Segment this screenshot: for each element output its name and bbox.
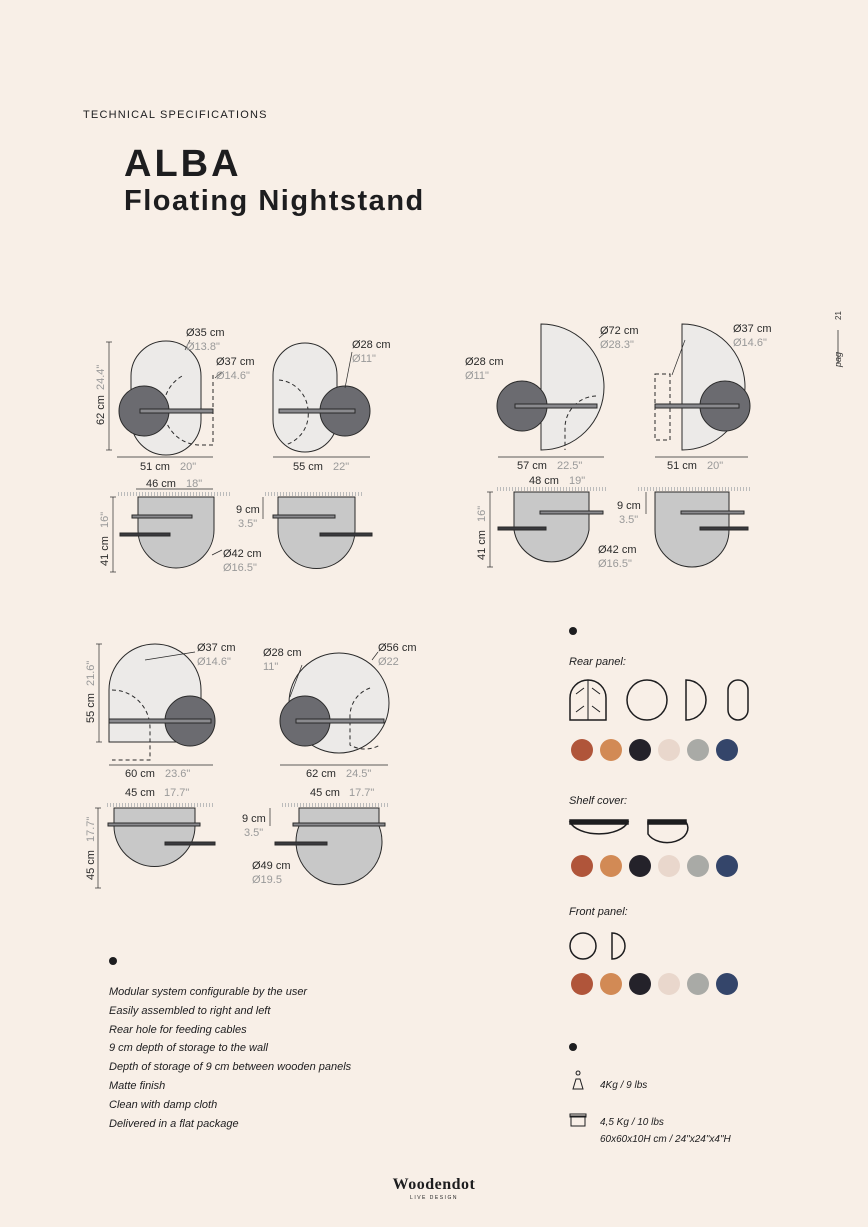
c1-h-in: 24.4" <box>95 364 107 390</box>
c1-shelf <box>140 409 213 413</box>
feature-item: Modular system configurable by the user <box>109 986 308 998</box>
shelf-half-icon <box>648 822 688 843</box>
c1-front-h: 41 cm <box>99 536 111 566</box>
color-swatch[interactable] <box>629 973 651 995</box>
c1-h: 62 cm <box>95 395 107 425</box>
feature-item: Clean with damp cloth <box>109 1098 218 1111</box>
shelf-cover-shapes <box>566 816 696 846</box>
c3-w2-in: 24.5" <box>346 768 372 780</box>
c1-d-top: Ø35 cm <box>186 327 225 339</box>
c3-d-large: Ø56 cm <box>378 642 417 654</box>
color-swatch[interactable] <box>600 855 622 877</box>
feature-item: 9 cm depth of storage to the wall <box>109 1042 268 1055</box>
c2-w2: 51 cm <box>667 460 697 472</box>
front-panel-shapes <box>566 930 636 962</box>
weight-icon <box>569 1073 587 1091</box>
c1-w1-in: 20" <box>180 461 197 473</box>
c2-d-large: Ø72 cm <box>600 325 639 337</box>
c2-top-w-in: 19" <box>569 475 586 487</box>
c1-depth: 9 cm <box>236 504 260 516</box>
c3-front-h: 45 cm <box>85 850 97 880</box>
c2-front-h-in: 16" <box>476 505 488 522</box>
c3-top-body <box>114 808 195 867</box>
c2-depth: 9 cm <box>617 500 641 512</box>
color-swatch[interactable] <box>658 973 680 995</box>
c2-w1-in: 22.5" <box>557 460 583 472</box>
c3-h-in: 21.6" <box>85 660 97 686</box>
c3-w1-in: 23.6" <box>165 768 191 780</box>
page-label: pag <box>833 351 843 367</box>
c3-d-small: Ø28 cm <box>263 647 302 659</box>
color-swatch[interactable] <box>716 739 738 761</box>
section-label: TECHNICAL SPECIFICATIONS <box>83 109 268 121</box>
color-swatch[interactable] <box>600 973 622 995</box>
c2-front-h: 41 cm <box>476 530 488 560</box>
color-swatch[interactable] <box>687 973 709 995</box>
net-weight: 4Kg / 9 lbs <box>600 1080 648 1091</box>
c3-depth-in: 3.5" <box>244 827 264 839</box>
feature-item: Delivered in a flat package <box>109 1117 239 1130</box>
c1-w1: 51 cm <box>140 461 170 473</box>
c1b-shelf <box>279 409 355 413</box>
c3-top-w1-in: 17.7" <box>164 787 190 799</box>
c2-d-mid: Ø37 cm <box>733 323 772 335</box>
c2-d-small-in: Ø11" <box>465 370 489 382</box>
c1-d-mid: Ø37 cm <box>216 356 255 368</box>
c2-d-small: Ø28 cm <box>465 356 504 368</box>
color-swatch[interactable] <box>629 739 651 761</box>
bullet-weights <box>569 1043 577 1051</box>
c3-front-h-in: 17.7" <box>85 816 97 842</box>
color-swatch[interactable] <box>716 973 738 995</box>
c3-front-d: Ø49 cm <box>252 860 291 872</box>
c1-front-d: Ø42 cm <box>223 548 262 560</box>
c2-w2-in: 20" <box>707 460 724 472</box>
feature-item: Matte finish <box>109 1079 166 1092</box>
product-subtitle: Floating Nightstand <box>124 185 425 217</box>
c3-front-d-in: Ø19.5 <box>252 874 282 886</box>
color-swatch[interactable] <box>571 855 593 877</box>
brand-tagline: LIVE DESIGN <box>410 1195 458 1201</box>
page-number: 21 <box>834 311 843 320</box>
feature-item: Rear hole for feeding cables <box>109 1023 247 1036</box>
c1-front-h-in: 16" <box>99 511 111 528</box>
c2-top-w: 48 cm <box>529 475 559 487</box>
bullet-options <box>569 627 577 635</box>
c3-w1: 60 cm <box>125 768 155 780</box>
color-swatch[interactable] <box>571 739 593 761</box>
c1-depth-in: 3.5" <box>238 518 258 530</box>
package-icon <box>569 1112 587 1128</box>
rear-panel-title: Rear panel: <box>569 656 626 668</box>
front-panel-title: Front panel: <box>569 906 628 918</box>
c1-w2: 55 cm <box>293 461 323 473</box>
c2-front-d-in: Ø16.5" <box>598 558 632 570</box>
features-list <box>109 983 489 1133</box>
c1-d-small: Ø28 cm <box>352 339 391 351</box>
c3-d-large-in: Ø22 <box>378 656 399 668</box>
c1-d-small-in: Ø11" <box>352 353 376 365</box>
color-swatch[interactable] <box>716 855 738 877</box>
c3-h: 55 cm <box>85 693 97 723</box>
front-circle-icon <box>570 933 596 959</box>
feature-item: Depth of storage of 9 cm between wooden panels <box>109 1061 352 1074</box>
c3-d-a-in: Ø14.6" <box>197 656 231 668</box>
c2-front-d: Ø42 cm <box>598 544 637 556</box>
feature-item: Easily assembled to right and left <box>109 1004 271 1017</box>
bullet-features <box>109 957 117 965</box>
c3-d-small-in: 11" <box>263 661 279 673</box>
brand-name: Woodendot <box>392 1176 476 1193</box>
c1-top-w: 46 cm <box>146 478 176 490</box>
rear-capsule-icon <box>728 680 748 720</box>
package-size: 60x60x10H cm / 24"x24"x4"H <box>600 1134 731 1145</box>
c3-top-w1: 45 cm <box>125 787 155 799</box>
rear-half-icon <box>686 680 706 720</box>
c3-d-a: Ø37 cm <box>197 642 236 654</box>
c2-d-mid-in: Ø14.6" <box>733 337 767 349</box>
rear-panel-shapes <box>566 676 756 726</box>
c1-front-d-in: Ø16.5" <box>223 562 257 574</box>
color-swatch[interactable] <box>571 973 593 995</box>
c2-half-disc <box>541 324 604 450</box>
c3-top-w2: 45 cm <box>310 787 340 799</box>
c1-d-mid-in: Ø14.6" <box>216 370 250 382</box>
c3-depth: 9 cm <box>242 813 266 825</box>
gross-weight: 4,5 Kg / 10 lbs <box>600 1117 664 1128</box>
c2-w1: 57 cm <box>517 460 547 472</box>
color-swatch[interactable] <box>629 855 651 877</box>
front-half-icon <box>612 933 625 959</box>
c1-w2-in: 22" <box>333 461 350 473</box>
color-swatch[interactable] <box>687 739 709 761</box>
c3b-top-body <box>296 808 382 885</box>
product-title: ALBA <box>124 143 242 185</box>
c1-d-top-in: Ø13.8" <box>186 341 220 353</box>
color-swatch[interactable] <box>687 855 709 877</box>
color-swatch[interactable] <box>658 855 680 877</box>
color-swatch[interactable] <box>600 739 622 761</box>
rear-circle-icon <box>627 680 667 720</box>
c1-top-w-in: 18" <box>186 478 203 490</box>
color-swatch[interactable] <box>658 739 680 761</box>
c3-w2: 62 cm <box>306 768 336 780</box>
shelf-cover-title: Shelf cover: <box>569 795 628 807</box>
c2-d-large-in: Ø28.3" <box>600 339 634 351</box>
c2-depth-in: 3.5" <box>619 514 639 526</box>
brand-logo <box>384 1176 484 1201</box>
c3-top-w2-in: 17.7" <box>349 787 375 799</box>
